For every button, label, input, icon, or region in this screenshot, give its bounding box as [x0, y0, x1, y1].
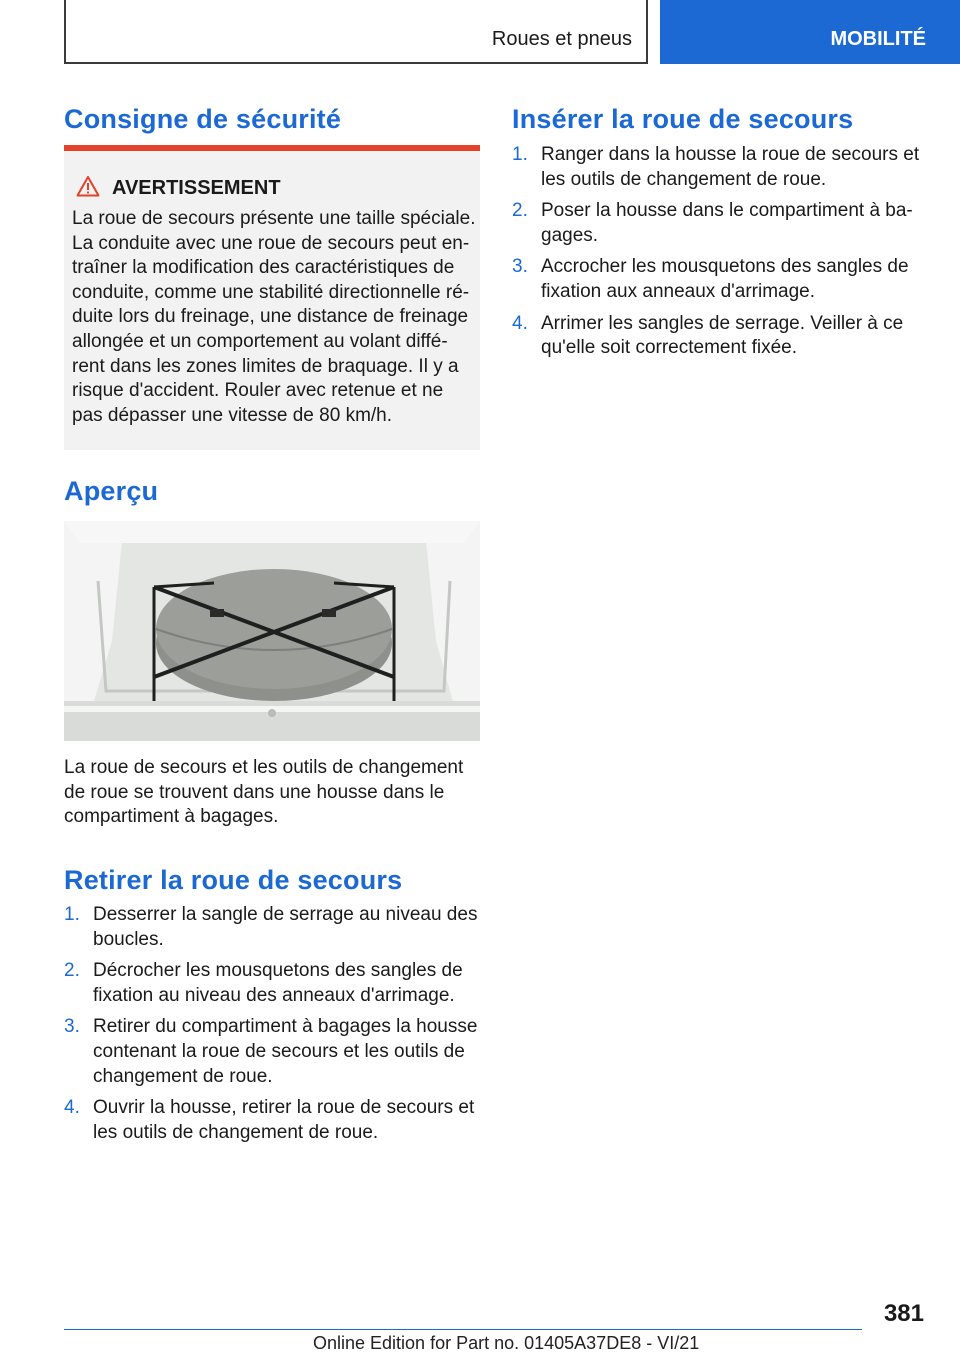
step-line: fixation aux anneaux d'arrimage.: [541, 280, 816, 302]
spare-wheel-photo: [64, 521, 480, 741]
step-line: les outils de changement de roue.: [93, 1121, 379, 1143]
step-number: 2.: [64, 960, 80, 982]
warning-line: La roue de secours présente une taille spéciale.: [72, 208, 476, 229]
warning-line: La conduite avec une roue de secours peut en-: [72, 232, 470, 254]
step-line: Ouvrir la housse, retirer la roue de secours et: [93, 1097, 475, 1119]
header-chapter-label: MOBILITÉ: [830, 28, 926, 50]
step-line: contenant la roue de secours et les outils de: [93, 1040, 465, 1062]
list-item: [512, 312, 918, 361]
list-item: [512, 143, 918, 192]
header-section-box: [64, 0, 648, 64]
list-item: [512, 255, 918, 304]
step-line: changement de roue.: [93, 1065, 273, 1087]
step-line: les outils de changement de roue.: [541, 168, 827, 190]
warning-triangle-icon: [76, 175, 100, 197]
step-line: Arrimer les sangles de serrage. Veiller à ce: [541, 312, 904, 334]
warning-line: rent dans les zones limites de braquage. Il y a: [72, 355, 459, 377]
warning-text: [72, 207, 476, 428]
step-number: 4.: [64, 1097, 80, 1119]
step-number: 3.: [512, 256, 528, 278]
step-line: Accrocher les mousquetons des sangles de: [541, 256, 909, 278]
step-number: 1.: [512, 144, 528, 165]
header-section-title: Roues et pneus: [491, 28, 632, 50]
step-line: qu'elle soit correctement fixée.: [541, 337, 798, 359]
warning-line: risque d'accident. Rouler avec retenue et ne: [72, 380, 444, 402]
step-number: 4.: [512, 312, 528, 334]
heading-insert: Insérer la roue de secours: [512, 104, 854, 134]
overview-paragraph: [64, 756, 480, 830]
warning-box: [64, 145, 480, 450]
heading-safety: Consigne de sécurité: [64, 104, 342, 134]
step-line: Retirer du compartiment à bagages la housse: [93, 1016, 478, 1038]
warning-line: duite lors du freinage, une distance de freinage: [72, 306, 469, 328]
step-line: gages.: [541, 224, 599, 246]
step-line: Desserrer la sangle de serrage au niveau des: [93, 904, 478, 925]
warning-line: traîner la modification des caractéristiques de: [72, 257, 455, 279]
footer-edition: Online Edition for Part no. 01405A37DE8 - VI/21: [313, 1333, 700, 1353]
warning-line: conduite, comme une stabilité directionnelle ré-: [72, 281, 470, 303]
overview-line: compartiment à bagages.: [64, 806, 279, 828]
list-item: [512, 199, 918, 248]
step-line: Décrocher les mousquetons des sangles de: [93, 960, 463, 982]
warning-line: allongée et un comportement au volant diffé-: [72, 330, 448, 352]
warning-line: pas dépasser une vitesse de 80 km/h.: [72, 404, 393, 426]
step-number: 3.: [64, 1016, 80, 1038]
list-item: [64, 903, 480, 952]
step-line: Ranger dans la housse la roue de secours et: [541, 144, 920, 165]
step-number: 2.: [512, 200, 528, 222]
step-line: Poser la housse dans le compartiment à ba-: [541, 200, 913, 222]
step-line: boucles.: [93, 928, 164, 950]
heading-overview: Aperçu: [64, 476, 159, 506]
overview-line: La roue de secours et les outils de changement: [64, 757, 464, 778]
header-chapter-tab[interactable]: [660, 0, 960, 64]
list-item: [64, 959, 480, 1008]
step-line: fixation au niveau des anneaux d'arrimage.: [93, 984, 455, 1006]
footer-divider: [64, 1329, 862, 1330]
remove-steps-list: [64, 903, 480, 1152]
insert-steps-list: [512, 143, 918, 368]
list-item: [64, 1015, 480, 1089]
warning-title: AVERTISSEMENT: [112, 177, 281, 199]
heading-remove: Retirer la roue de secours: [64, 865, 403, 895]
spare-wheel-illustration: [64, 521, 480, 741]
step-number: 1.: [64, 904, 80, 925]
overview-line: de roue se trouvent dans une housse dans le: [64, 781, 445, 803]
page-number: 381: [883, 1300, 924, 1327]
list-item: [64, 1096, 480, 1145]
